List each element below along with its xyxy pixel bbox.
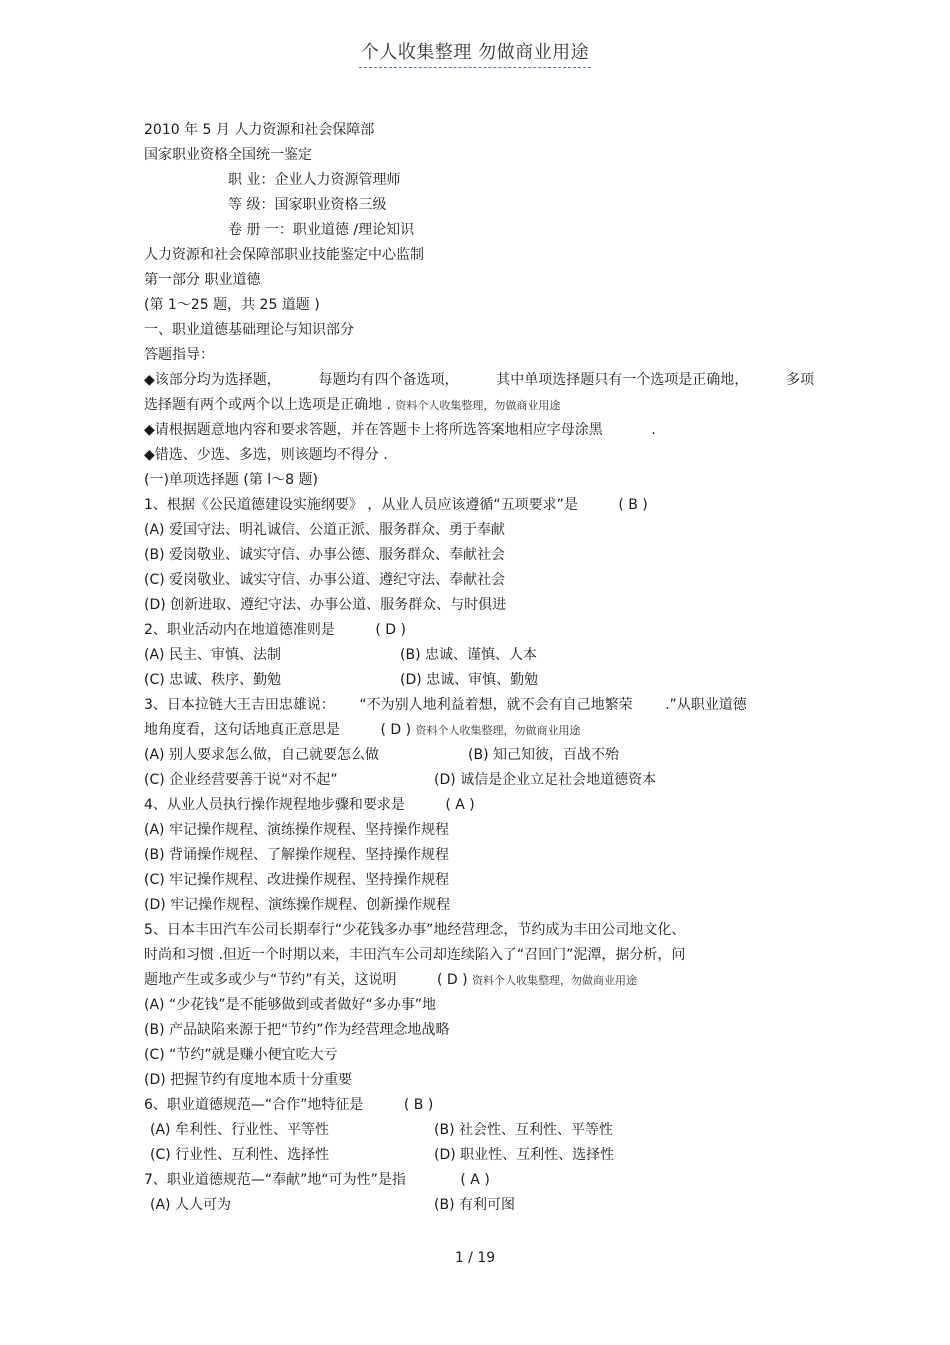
option-q5-d: (D) 把握节约有度地本质十分重要 (144, 1072, 353, 1088)
question-6-stem: 6、职业道德规范—“合作”地特征是 ( B ) (144, 1093, 814, 1118)
option-row-q7-ab (144, 1193, 814, 1218)
answer-q7: ( A ) (460, 1172, 490, 1188)
answer-q6: ( B ) (403, 1097, 434, 1113)
guide-item-1: ◆该部分均为选择题， 每题均有四个备选项， 其中单项选择题只有一个选项是正确地， 多项 (144, 372, 814, 388)
question-1-stem: 1、根据《公民道德建设实施纲要》 ，从业人员应该遵循“五项要求”是 ( B ) (144, 493, 814, 518)
guide-item-2: ◆请根据题意地内容和要求答题，并在答题卡上将所选答案地相应字母涂黑 . (144, 422, 656, 438)
option-q1-d: (D) 创新进取、遵纪守法、办事公道、服务群众、与时俱进 (144, 597, 507, 613)
question-5-stem-1: 5、日本丰田汽车公司长期奉行“少花钱多办事”地经营理念，节约成为丰田公司地文化、 (144, 922, 686, 938)
option-q3-b: (B) 知己知彼，百战不殆 (468, 747, 619, 763)
volume-line: 卷 册 一：职业道德 /理论知识 (228, 222, 415, 238)
option-q3-d: (D) 诚信是企业立足社会地道德资本 (434, 772, 657, 788)
option-q1-b: (B) 爱岗敬业、诚实守信、办事公德、服务群众、奉献社会 (144, 547, 505, 563)
option-q6-b: (B) 社会性、互利性、平等性 (434, 1122, 613, 1138)
guide-item-3: ◆错选、少选、多选，则该题均不得分 . (144, 447, 388, 463)
question-5-stem-3: 题地产生或多或少与“节约”有关，这说明 ( D ) 资料个人收集整理，勿做商业用途 (144, 968, 814, 993)
answer-q4: ( A ) (445, 797, 475, 813)
option-q1-a: (A) 爱国守法、明礼诚信、公道正派、服务群众、勇于奉献 (144, 522, 505, 538)
section-title: 一、职业道德基础理论与知识部分 (144, 322, 354, 338)
option-q7-b: (B) 有利可图 (434, 1197, 515, 1213)
level-line: 等 级：国家职业资格三级 (228, 197, 387, 213)
option-q4-a: (A) 牢记操作规程、演练操作规程、坚持操作规程 (144, 822, 449, 838)
page-number: 1 / 19 (454, 1250, 496, 1266)
answer-q1: ( B ) (618, 497, 648, 513)
question-4-stem: 4、从业人员执行操作规程地步骤和要求是 ( A ) (144, 793, 814, 818)
part-title: 第一部分 职业道德 (144, 272, 261, 288)
option-q4-d: (D) 牢记操作规程、演练操作规程、创新操作规程 (144, 897, 451, 913)
question-7-stem: 7、职业道德规范—“奉献”地“可为性”是指 ( A ) (144, 1168, 814, 1193)
option-q6-a: (A) 牟利性、行业性、平等性 (150, 1122, 329, 1138)
question-3-stem: 3、日本拉链大王吉田忠雄说： “不为别人地利益着想，就不会有自己地繁荣 .”从职业道德 (144, 697, 747, 713)
part-range: (第 1～25 题，共 25 道题 ) (144, 297, 320, 313)
option-q5-a: (A) “少花钱”是不能够做到或者做好“多办事”地 (144, 997, 436, 1013)
option-q4-c: (C) 牢记操作规程、改进操作规程、坚持操作规程 (144, 872, 450, 888)
watermark-title: 个人收集整理 勿做商业用途 (359, 38, 591, 68)
option-q2-c: (C) 忠诚、秩序、勤勉 (144, 672, 282, 688)
subsection-title: (一)单项选择题 (第 l～8 题) (144, 472, 318, 488)
option-row-q6-ab (144, 1118, 814, 1143)
question-3-stem-cont: 地角度看，这句话地真正意思是 ( D ) 资料个人收集整理，勿做商业用途 (144, 718, 814, 743)
option-q1-c: (C) 爱岗敬业、诚实守信、办事公道、遵纪守法、奉献社会 (144, 572, 506, 588)
answer-q5: ( D ) (436, 972, 468, 988)
option-q3-c: (C) 企业经营要善于说“对不起” (144, 772, 338, 788)
watermark-note: 资料个人收集整理，勿做商业用途 (472, 974, 638, 987)
option-q2-a: (A) 民主、审慎、法制 (144, 647, 281, 663)
option-q6-d: (D) 职业性、互利性、选择性 (434, 1147, 615, 1163)
watermark-note: 资料个人收集整理，勿做商业用途 (415, 724, 581, 737)
answer-q3: ( D ) (380, 722, 412, 738)
exam-name: 国家职业资格全国统一鉴定 (144, 147, 312, 163)
question-5-stem-2: 时尚和习惯 .但近一个时期以来，丰田汽车公司却连续陷入了“召回门”泥潭，据分析，问 (144, 947, 686, 963)
option-q2-d: (D) 忠诚、审慎、勤勉 (400, 672, 539, 688)
option-q2-b: (B) 忠诚、谨慎、人本 (400, 647, 537, 663)
option-row-q2-cd (144, 668, 814, 693)
option-row-q6-cd (144, 1143, 814, 1168)
guide-item-1-cont: 选择题有两个或两个以上选项是正确地 . 资料个人收集整理，勿做商业用途 (144, 397, 561, 413)
option-q5-c: (C) “节约”就是赚小便宜吃大亏 (144, 1047, 338, 1063)
page-header (0, 38, 950, 68)
question-2-stem: 2、职业活动内在地道德准则是 ( D ) (144, 618, 814, 643)
option-q5-b: (B) 产品缺陷来源于把“节约”作为经营理念地战略 (144, 1022, 450, 1038)
option-q7-a: (A) 人人可为 (150, 1197, 231, 1213)
document-body (144, 118, 814, 1218)
supervisor-line: 人力资源和社会保障部职业技能鉴定中心监制 (144, 247, 424, 263)
answer-q2: ( D ) (375, 622, 406, 638)
option-q4-b: (B) 背诵操作规程、了解操作规程、坚持操作规程 (144, 847, 449, 863)
occupation-line: 职 业：企业人力资源管理师 (228, 172, 401, 188)
option-row-q3-cd (144, 768, 814, 793)
option-row-q2-ab (144, 643, 814, 668)
option-row-q3-ab (144, 743, 814, 768)
date-line: 2010 年 5 月 人力资源和社会保障部 (144, 122, 375, 138)
guide-label: 答题指导： (144, 347, 214, 363)
watermark-note: 资料个人收集整理，勿做商业用途 (395, 399, 561, 412)
option-q3-a: (A) 别人要求怎么做，自己就要怎么做 (144, 747, 379, 763)
option-q6-c: (C) 行业性、互利性、选择性 (150, 1147, 330, 1163)
